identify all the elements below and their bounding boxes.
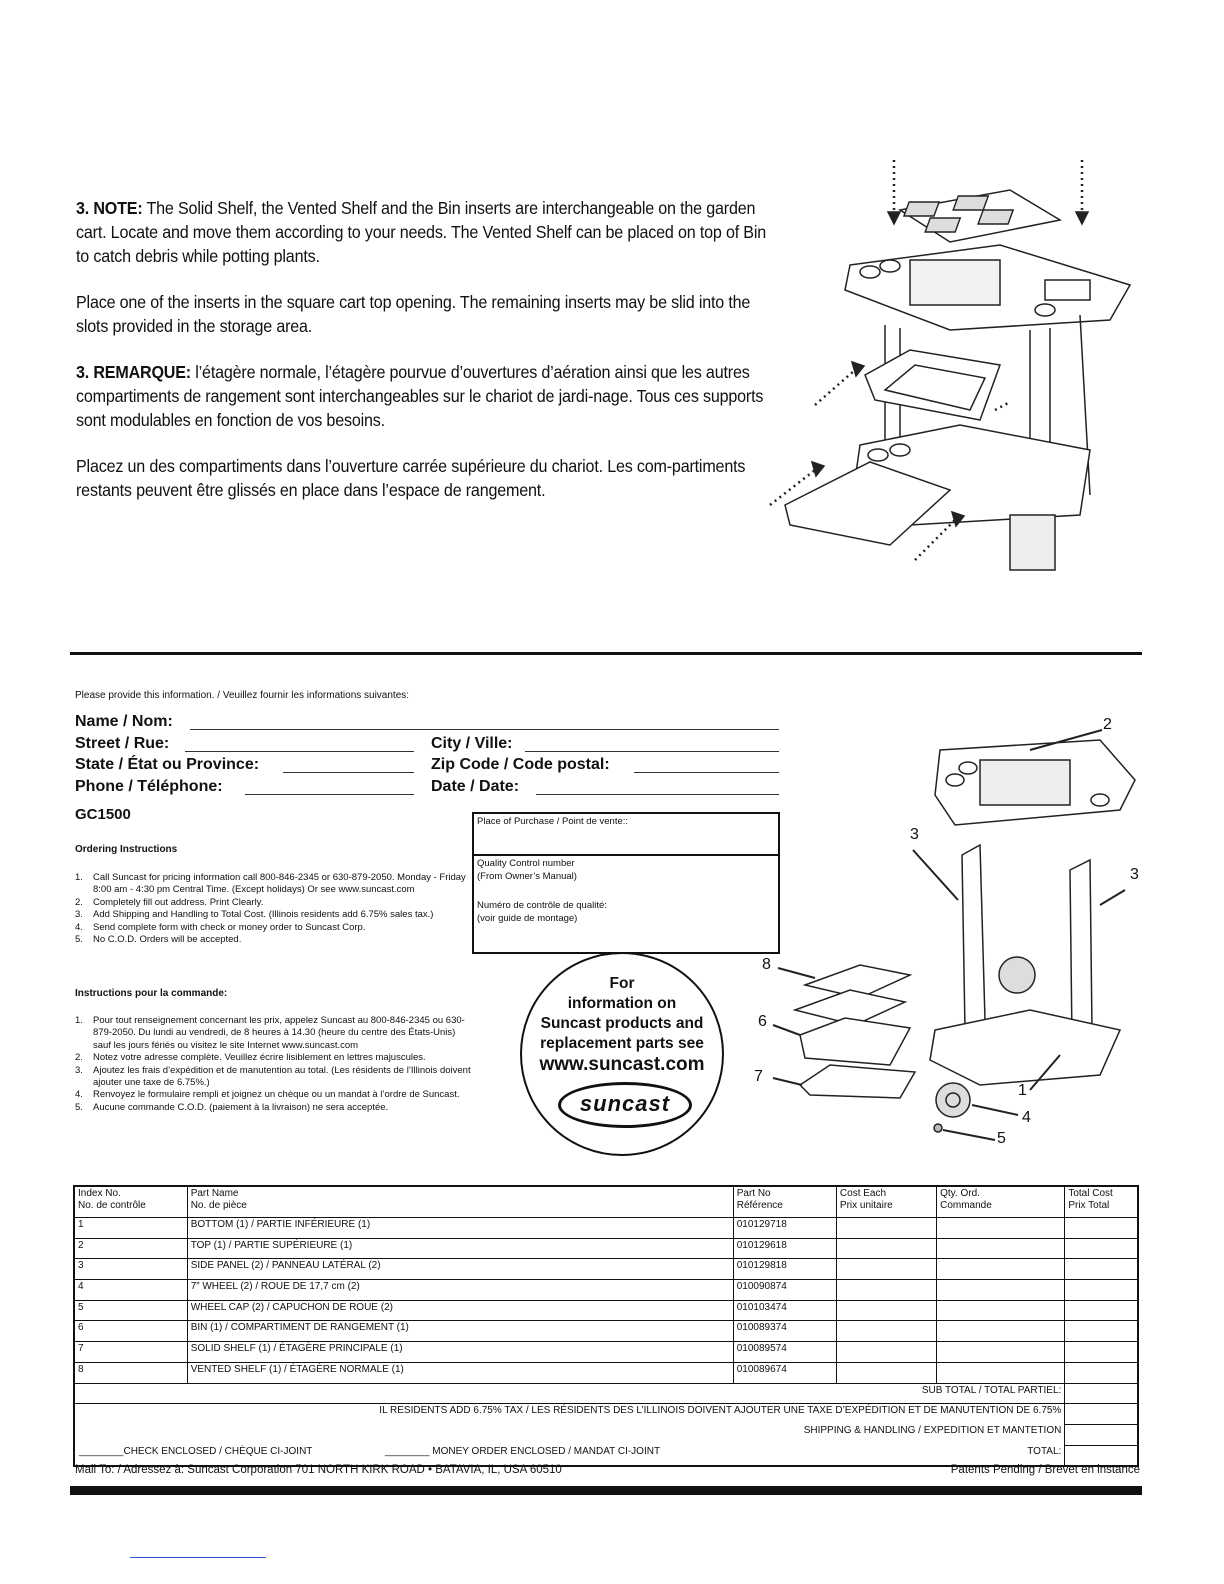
badge-url[interactable]: www.suncast.com	[539, 1054, 705, 1075]
provide-info-label: Please provide this information. / Veuillez fournir les informations suivantes:	[75, 690, 410, 701]
header-cost-each: Cost Each Prix unitaire	[836, 1186, 936, 1218]
callout-5: 5	[997, 1130, 1006, 1147]
list-item: 1. Call Suncast for pricing information call 800-846-2345 or 630-879-2050. Monday - Friday 8:00 am - 4:30 pm Central Time. (Except holidays) Or see www.suncast.com	[75, 872, 466, 896]
callout-1: 1	[1018, 1082, 1027, 1099]
cost-cell[interactable]	[836, 1300, 936, 1321]
list-item: 1. Pour tout renseignement concernant les prix, appelez Suncast au 800-846-2345 ou 630-879-2050. Du lundi au vendredi, de 8 heures à 14.30 (heure du centre des États-Unis) sauf les jours fériés ou visitez le site Internet www.suncast.com	[75, 1015, 465, 1051]
list-item: 5. Aucune commande C.O.D. (paiement à la livraison) ne sera acceptée.	[75, 1101, 389, 1113]
bottom-rule	[70, 1486, 1142, 1495]
state-label: State / État ou Province:	[75, 756, 260, 773]
header-total: Total Cost Prix Total	[1065, 1186, 1138, 1218]
cost-cell[interactable]	[836, 1259, 936, 1280]
qty-cell[interactable]	[937, 1218, 1065, 1239]
instructions	[76, 196, 766, 524]
header-index: Index No. No. de contrôle	[74, 1186, 187, 1218]
shipping-row	[74, 1424, 1138, 1445]
date-label: Date / Date:	[431, 778, 520, 795]
total-cell[interactable]	[1065, 1238, 1138, 1259]
cost-cell[interactable]	[836, 1238, 936, 1259]
callout-6: 6	[758, 1013, 767, 1030]
table-row: 8 VENTED SHELF (1) / ÉTAGÈRE NORMALE (1) 010089674	[74, 1362, 1138, 1383]
cost-cell[interactable]	[836, 1218, 936, 1239]
qc-label-3: Numéro de contrôle de qualité:	[477, 900, 607, 911]
cost-cell[interactable]	[836, 1321, 936, 1342]
tax-label: IL RESIDENTS ADD 6.75% TAX / LES RÉSIDENTS DES L’ILLINOIS DOIVENT AJOUTER UNE TAXE D’EXPÉDITION ET DE MANUTENTION DE 6.75%	[74, 1404, 1065, 1425]
total-cell[interactable]	[1065, 1342, 1138, 1363]
cost-cell[interactable]	[836, 1362, 936, 1383]
suncast-info-badge	[520, 952, 724, 1156]
phone-field[interactable]	[245, 794, 414, 795]
street-field[interactable]	[185, 751, 414, 752]
callout-3-right: 3	[1130, 866, 1139, 883]
table-row: 1 BOTTOM (1) / PARTIE INFÉRIEURE (1) 010129718	[74, 1218, 1138, 1239]
mail-to-address: Mail To: / Adressez à: Suncast Corporation 701 NORTH KIRK ROAD • BATAVIA, IL, USA 60510	[75, 1464, 562, 1476]
name-field[interactable]	[190, 729, 779, 730]
model-number: GC1500	[75, 806, 131, 823]
table-header-row	[74, 1186, 1138, 1218]
en-note	[76, 196, 766, 268]
fr-note	[76, 360, 766, 432]
callout-2: 2	[1103, 716, 1112, 733]
fr-note-label: 3. REMARQUE:	[76, 362, 191, 382]
footer-link-underline	[130, 1557, 266, 1558]
list-item: 4. Send complete form with check or money order to Suncast Corp.	[75, 921, 366, 933]
qty-cell[interactable]	[937, 1300, 1065, 1321]
parts-order-table	[73, 1185, 1139, 1467]
qty-cell[interactable]	[937, 1321, 1065, 1342]
ordering-title-fr: Instructions pour la commande:	[75, 988, 228, 999]
list-item: 3. Ajoutez les frais d’expédition et de manutention au total. (Les résidents de l’Illinois doivent ajouter une taxe de 6.75%.)	[75, 1064, 471, 1089]
callout-8: 8	[762, 956, 771, 973]
fr-note-text: l’étagère normale, l’étagère pourvue d’ouvertures d’aération ainsi que les autres compartiments de rangement sont interchangeables sur le chariot de jardi-nage. Tous ces supports sont modulables en fonction de vos besoins.	[76, 362, 764, 430]
shipping-value[interactable]	[1065, 1424, 1138, 1445]
header-qty: Qty. Ord. Commande	[937, 1186, 1065, 1218]
list-item: 3. Add Shipping and Handling to Total Cost. (Illinois residents add 6.75% sales tax.)	[75, 909, 434, 921]
total-cell[interactable]	[1065, 1300, 1138, 1321]
cost-cell[interactable]	[836, 1280, 936, 1301]
ordering-title-en: Ordering Instructions	[75, 844, 178, 855]
total-cell[interactable]	[1065, 1218, 1138, 1239]
list-item: 2. Completely fill out address. Print Clearly.	[75, 896, 264, 908]
parts-exploded-illustration	[740, 700, 1160, 1160]
name-label: Name / Nom:	[75, 713, 173, 730]
qc-label-2: (From Owner’s Manual)	[477, 871, 577, 882]
header-part-name: Part Name No. de pièce	[187, 1186, 733, 1218]
tax-value[interactable]	[1065, 1404, 1138, 1425]
table-row: 2 TOP (1) / PARTIE SUPÉRIEURE (1) 010129618	[74, 1238, 1138, 1259]
table-row: 6 BIN (1) / COMPARTIMENT DE RANGEMENT (1) 010089374	[74, 1321, 1138, 1342]
ordering-list-en	[75, 872, 475, 946]
table-row: 7 SOLID SHELF (1) / ÉTAGÈRE PRINCIPALE (1) 010089574	[74, 1342, 1138, 1363]
callout-7: 7	[754, 1068, 763, 1085]
money-order-option[interactable]: ________ MONEY ORDER ENCLOSED / MANDAT CI-JOINT	[385, 1446, 661, 1458]
badge-line-1: For	[609, 975, 635, 992]
box-divider	[474, 854, 778, 856]
callout-4: 4	[1022, 1109, 1031, 1126]
patents-note: Patents Pending / Brevet en instance	[950, 1464, 1140, 1476]
qty-cell[interactable]	[937, 1238, 1065, 1259]
qty-cell[interactable]	[937, 1362, 1065, 1383]
table-row: 5 WHEEL CAP (2) / CAPUCHON DE ROUE (2) 010103474	[74, 1300, 1138, 1321]
qc-label-1: Quality Control number	[477, 858, 575, 869]
zip-label: Zip Code / Code postal:	[431, 756, 610, 773]
header-part-no: Part No Référence	[733, 1186, 836, 1218]
section-divider	[70, 652, 1142, 655]
phone-label: Phone / Téléphone:	[75, 778, 223, 795]
city-label: City / Ville:	[431, 735, 513, 752]
subtotal-label: SUB TOTAL / TOTAL PARTIEL:	[74, 1383, 1065, 1404]
place-of-purchase-label: Place of Purchase / Point de vente::	[477, 816, 629, 827]
total-cell[interactable]	[1065, 1280, 1138, 1301]
purchase-box	[472, 812, 780, 954]
total-label: TOTAL:	[1027, 1446, 1062, 1458]
total-cell[interactable]	[1065, 1362, 1138, 1383]
list-item: 4. Renvoyez le formulaire rempli et joignez un chèque ou un mandat à l’ordre de Suncast.	[75, 1089, 460, 1101]
badge-line-3: Suncast products and	[540, 1015, 704, 1032]
table-row: 3 SIDE PANEL (2) / PANNEAU LATÉRAL (2) 010129818	[74, 1259, 1138, 1280]
qc-label-4: (voir guide de montage)	[477, 913, 578, 924]
total-cell[interactable]	[1065, 1259, 1138, 1280]
suncast-logo: suncast	[558, 1082, 692, 1128]
cost-cell[interactable]	[836, 1342, 936, 1363]
en-place: Place one of the inserts in the square cart top opening. The remaining inserts may be slid into the slots provided in the storage area.	[76, 292, 751, 336]
list-item: 2. Notez votre adresse complète. Veuillez écrire lisiblement en lettres majuscules.	[75, 1052, 426, 1064]
qty-cell[interactable]	[937, 1342, 1065, 1363]
badge-line-2: information on	[567, 995, 677, 1012]
tax-row	[74, 1404, 1138, 1425]
en-note-text: The Solid Shelf, the Vented Shelf and the Bin inserts are interchangeable on the garden cart. Locate and move them according to your needs. The Vented Shelf can be placed on top of Bin to catch debris while potting plants.	[76, 198, 767, 266]
badge-line-4: replacement parts see	[540, 1035, 704, 1052]
qty-cell[interactable]	[937, 1280, 1065, 1301]
subtotal-row	[74, 1383, 1138, 1404]
table-row: 4 7” WHEEL (2) / ROUE DE 17,7 cm (2) 010090874	[74, 1280, 1138, 1301]
total-cell[interactable]	[1065, 1321, 1138, 1342]
callout-3-left: 3	[910, 826, 919, 843]
subtotal-value[interactable]	[1065, 1383, 1138, 1404]
cart-assembly-illustration	[760, 150, 1140, 580]
shipping-label: SHIPPING & HANDLING / EXPEDITION ET MANTETION	[803, 1425, 1062, 1437]
state-field[interactable]	[283, 772, 414, 773]
fr-place: Placez un des compartiments dans l’ouverture carrée supérieure du chariot. Les com-partiments restants peuvent être glissés en place dans l’espace de rangement.	[76, 456, 746, 500]
qty-cell[interactable]	[937, 1259, 1065, 1280]
list-item: 5. No C.O.D. Orders will be accepted.	[75, 934, 242, 946]
en-note-label: 3. NOTE:	[76, 198, 143, 218]
check-enclosed-option[interactable]: ________CHECK ENCLOSED / CHÈQUE CI-JOINT	[79, 1446, 313, 1458]
street-label: Street / Rue:	[75, 735, 170, 752]
ordering-list-fr	[75, 1015, 475, 1114]
